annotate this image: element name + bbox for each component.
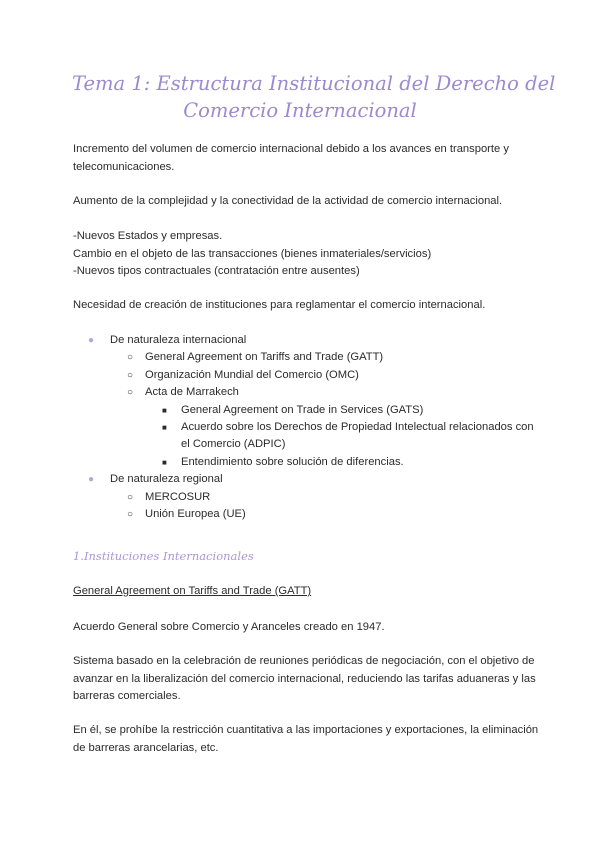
title-line-1: Tema 1: Estructura Institucional del Derecho del	[72, 72, 556, 95]
gatt-system-line-1: Sistema basado en la celebración de reuniones periódicas de negociación, con el objetivo de	[73, 655, 535, 667]
gatt-prohibition-line-2: de barreras arancelarias, etc.	[73, 741, 219, 754]
list-item-disputes: Entendimiento sobre solución de diferencias.	[181, 456, 404, 468]
title-line-2: Comercio Internacional	[183, 99, 417, 122]
bullet-level3: ■	[162, 458, 167, 467]
paragraph-intro-line-2: telecomunicaciones.	[73, 160, 175, 173]
changes-line-3: -Nuevos tipos contractuales (contratación entre ausentes)	[73, 265, 360, 277]
gatt-system-line-2: avanzar en la liberalización del comercio internacional, reduciendo las tarifas aduaneras y las	[73, 672, 536, 685]
paragraph-gatt-definition: Acuerdo General sobre Comercio y Aranceles creado en 1947.	[73, 621, 385, 633]
gatt-heading: General Agreement on Tariffs and Trade (GATT)	[73, 585, 312, 597]
list-item-gats: General Agreement on Trade in Services (GATS)	[181, 404, 424, 416]
list-item-international: De naturaleza internacional	[110, 334, 247, 346]
list-item-adpic-line-2: el Comercio (ADPIC)	[181, 438, 286, 450]
bullet-level1: ●	[88, 474, 95, 485]
bullet-level2: ○	[127, 370, 134, 381]
list-item-ue: Unión Europea (UE)	[145, 508, 246, 520]
document-title	[72, 70, 556, 124]
paragraph-intro	[73, 141, 528, 176]
paragraph-need: Necesidad de creación de instituciones para reglamentar el comercio internacional.	[73, 299, 486, 311]
bullet-level3: ■	[162, 406, 167, 415]
list-item-adpic-line-1: Acuerdo sobre los Derechos de Propiedad Intelectual relacionados con	[181, 421, 534, 433]
paragraph-complexity: Aumento de la complejidad y la conectividad de la actividad de comercio internacional.	[73, 195, 503, 207]
bullet-level2: ○	[127, 387, 134, 398]
list-item-omc: Organización Mundial del Comercio (OMC)	[145, 369, 359, 381]
gatt-prohibition-line-1: En él, se prohíbe la restricción cuantitativa a las importaciones y exportaciones, la eliminación	[73, 724, 539, 736]
gatt-system-line-3: barreras comerciales.	[73, 690, 181, 702]
list-item-regional: De naturaleza regional	[110, 473, 223, 485]
bullet-level2: ○	[127, 509, 134, 520]
paragraph-gatt-prohibition	[73, 722, 539, 757]
bullet-level2: ○	[127, 492, 134, 503]
bullet-level3: ■	[162, 423, 167, 432]
bullet-level2: ○	[127, 352, 134, 363]
section-heading: 1.Instituciones Internacionales	[73, 549, 254, 563]
list-item-marrakech: Acta de Marrakech	[145, 386, 239, 398]
changes-line-1: -Nuevos Estados y empresas.	[73, 230, 223, 242]
paragraph-gatt-system	[73, 653, 536, 706]
bullet-level1: ●	[88, 335, 95, 346]
list-item-gatt: General Agreement on Tariffs and Trade (GATT)	[145, 351, 384, 363]
paragraph-intro-line-1: Incremento del volumen de comercio internacional debido a los avances en transporte y	[73, 143, 509, 155]
changes-line-2: Cambio en el objeto de las transacciones (bienes inmateriales/servicios)	[73, 247, 432, 260]
list-item-mercosur: MERCOSUR	[145, 491, 211, 503]
paragraph-changes	[73, 228, 528, 281]
